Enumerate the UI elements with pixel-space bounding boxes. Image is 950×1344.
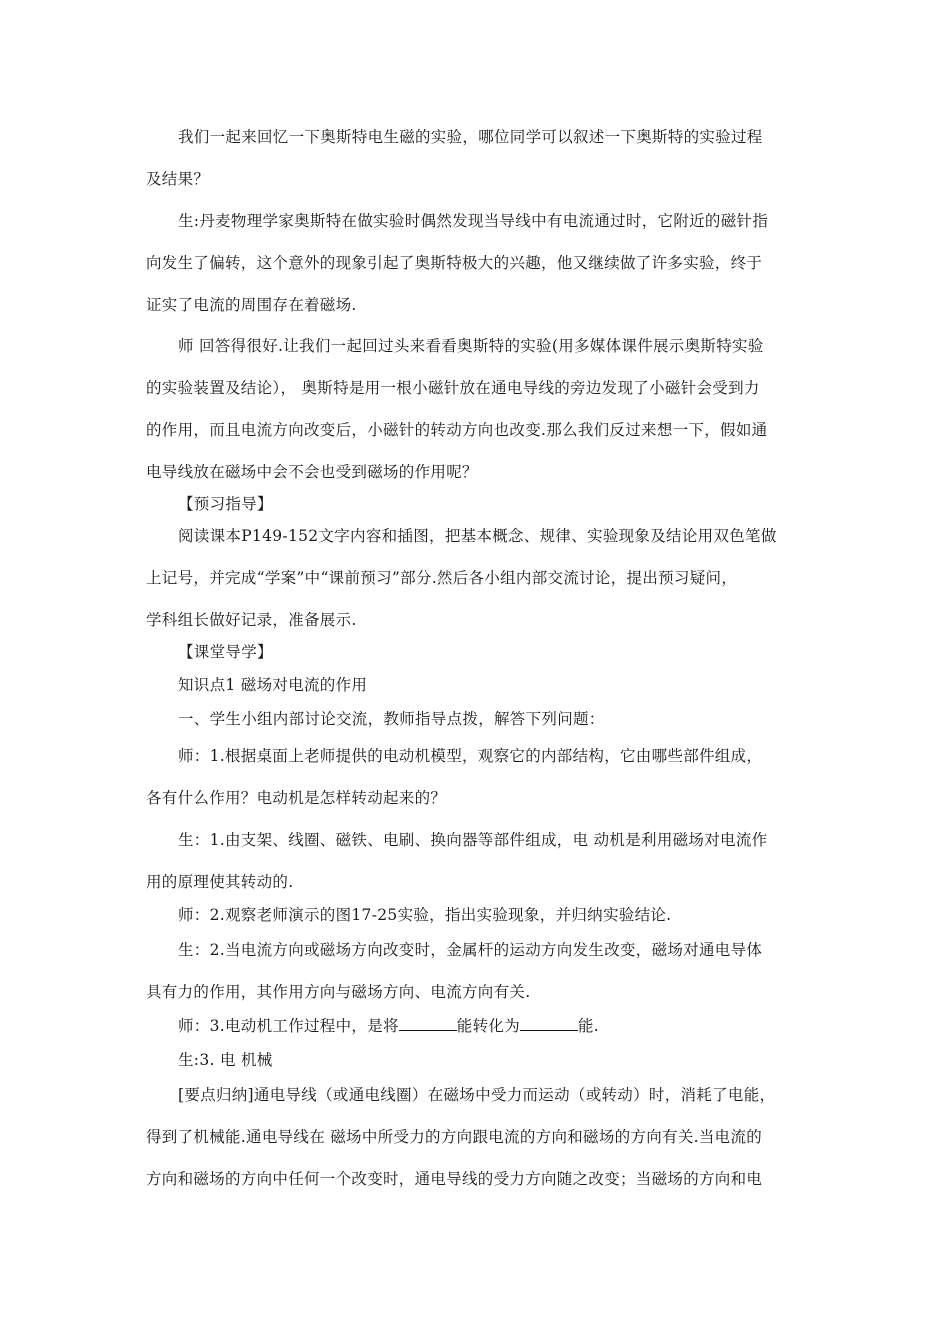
paragraph-line: 具有力的作用，其作用方向与磁场方向、电流方向有关. [146,983,531,1001]
paragraph-line: 各有什么作用？电动机是怎样转动起来的？ [146,789,447,807]
summary-line: [要点归纳]通电导线（或通电线圈）在磁场中受力而运动（或转动）时，消耗了电能， [178,1086,776,1104]
answer-blank [520,1016,578,1031]
question-text: 师：3.电动机工作过程中，是将 [178,1017,399,1035]
paragraph-line: 用的原理使其转动的. [146,873,294,891]
summary-line: 方向和磁场的方向中任何一个改变时，通电导线的受力方向随之改变；当磁场的方向和电 [146,1170,763,1188]
question-text: 能转化为 [456,1017,520,1035]
section-heading: 【预习指导】 [178,495,273,513]
paragraph-line: 一、学生小组内部讨论交流，教师指导点拨，解答下列问题： [178,710,605,728]
paragraph-line: 及结果？ [146,170,210,188]
paragraph-line: 生：2.当电流方向或磁场方向改变时，金属杆的运动方向发生改变，磁场对通电导体 [178,941,763,959]
paragraph-line: 上记号，并完成“学案”中“课前预习”部分.然后各小组内部交流讨论，提出预习疑问， [146,569,738,587]
paragraph-line: 我们一起来回忆一下奥斯特电生磁的实验，哪位同学可以叙述一下奥斯特的实验过程 [178,128,763,146]
fill-in-question [178,1016,599,1036]
section-heading: 【课堂导学】 [178,643,273,661]
paragraph-line: 阅读课本P149-152文字内容和插图，把基本概念、规律、实验现象及结论用双色笔做 [178,527,777,545]
question-text: 能. [578,1017,600,1035]
paragraph-line: 师：2.观察老师演示的图17-25实验，指出实验现象，并归纳实验结论. [178,906,672,924]
paragraph-line: 的作用，而且电流方向改变后，小磁针的转动方向也改变.那么我们反过来想一下，假如通 [146,421,768,439]
paragraph-line: 证实了电流的周围存在着磁场. [146,296,357,314]
paragraph-line: 生:丹麦物理学家奥斯特在做实验时偶然发现当导线中有电流通过时，它附近的磁针指 [178,212,769,230]
answer-blank [399,1016,457,1031]
paragraph-line: 生:3. 电 机械 [178,1051,273,1069]
paragraph-line: 的实验装置及结论）， 奥斯特是用一根小磁针放在通电导线的旁边发现了小磁针会受到力 [146,379,760,397]
paragraph-line: 学科组长做好记录，准备展示. [146,611,357,629]
paragraph-line: 向发生了偏转，这个意外的现象引起了奥斯特极大的兴趣，他又继续做了许多实验，终于 [146,254,763,272]
paragraph-line: 生：1.由支架、线圈、磁铁、电刷、换向器等部件组成，电 动机是利用磁场对电流作 [178,831,768,849]
summary-line: 得到了机械能.通电导线在 磁场中所受力的方向跟电流的方向和磁场的方向有关.当电流的 [146,1128,763,1146]
paragraph-line: 师 回答得很好.让我们一起回过头来看看奥斯特的实验(用多媒体课件展示奥斯特实验 [178,337,764,355]
paragraph-line: 师：1.根据桌面上老师提供的电动机模型，观察它的内部结构，它由哪些部件组成， [178,747,763,765]
subsection-heading: 知识点1 磁场对电流的作用 [178,676,368,694]
paragraph-line: 电导线放在磁场中会不会也受到磁场的作用呢？ [146,463,478,481]
